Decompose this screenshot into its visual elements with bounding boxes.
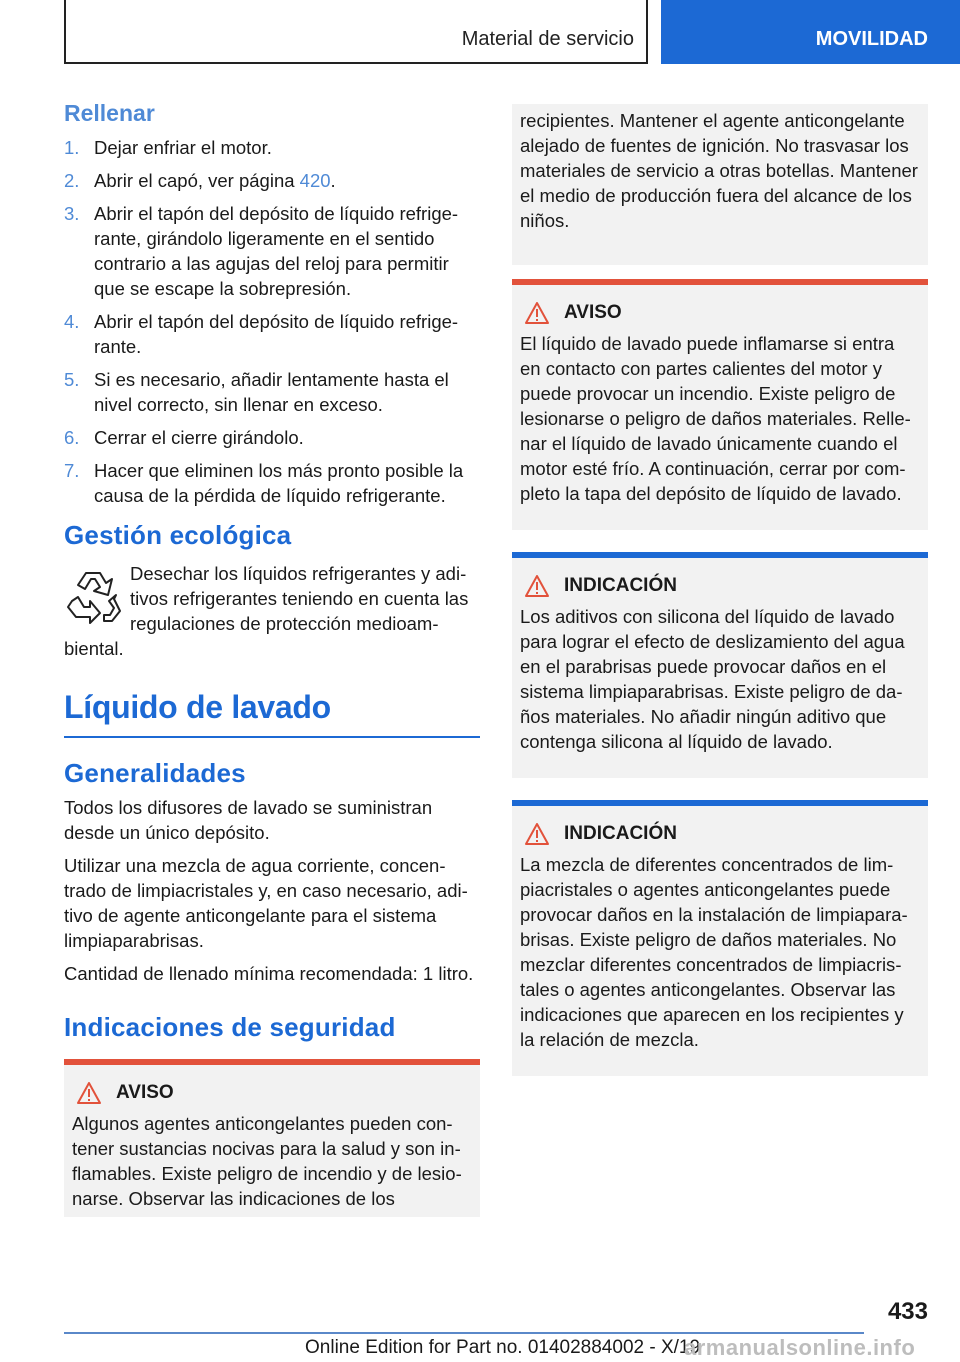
liquido-heading: Líquido de lavado (64, 689, 480, 738)
warning-triangle-icon (524, 301, 550, 325)
generalidades-heading: Generalidades (64, 758, 246, 788)
footer-divider (64, 1332, 864, 1334)
aviso-box-2 (512, 279, 928, 530)
generalidades-p2: Utilizar una mezcla de agua corriente, concentrado de limpiacristales y, en caso necesario, aditivo de agente anticongelante para el sistema limpiaparabrisas. (64, 855, 468, 951)
indicacion-text: La mezcla de diferentes concentrados de limpiacristales o agentes anticongelantes puede provocar daños en la instalación de limpiaparabrisas. Existe peligro de daños materiales. No mezclar diferentes concentrados de limpiacristales o agentes anticongelantes. Observar las indicaciones que aparecen en los recipientes y la relación de mezcla. (520, 854, 908, 1050)
right-column (512, 104, 928, 1098)
aviso-box-1-continued (512, 104, 928, 265)
warning-triangle-icon (524, 822, 550, 846)
page-link[interactable]: 420 (299, 170, 331, 191)
header-chapter-tab (661, 0, 960, 64)
aviso-text: Algunos agentes anticongelantes pueden contener sustancias nocivas para la salud y son inflamables. Existe peligro de incendio y de lesionarse. Observar las indicaciones de los (72, 1113, 462, 1209)
aviso-cont-text: recipientes. Mantener el agente anticongelante alejado de fuentes de ignición. No trasvasar los materiales de servicio a otras botellas. Mantener el medio de producción fuera del alcance de los niños. (520, 110, 918, 231)
aviso-title: AVISO (564, 302, 622, 323)
indicacion-title: INDICACIÓN (564, 823, 677, 844)
generalidades-p3: Cantidad de llenado mínima recomendada: 1 litro. (64, 963, 474, 984)
warning-triangle-icon (76, 1081, 102, 1105)
rellenar-heading: Rellenar (64, 100, 155, 126)
indicacion-title: INDICACIÓN (564, 575, 677, 596)
header-section-tab (64, 0, 648, 64)
step-item: 4. Abrir el tapón del depósito de líquido refrigerante. (64, 311, 459, 357)
step-item: 7. Hacer que eliminen los más pronto posible la causa de la pérdida de líquido refrigerante. (64, 460, 464, 506)
header-section-title: Material de servicio (461, 28, 634, 50)
aviso-box-1 (64, 1059, 480, 1217)
indicacion-text: Los aditivos con silicona del líquido de lavado para lograr el efecto de deslizamiento del agua en el parabrisas puede provocar daños en el sistema limpiaparabrisas. Existe peligro de daños materiales. No añadir ningún aditivo que contenga silicona al líquido de lavado. (520, 606, 905, 752)
indicacion-box-1 (512, 552, 928, 778)
seguridad-heading: Indicaciones de seguridad (64, 1012, 396, 1042)
aviso-text: El líquido de lavado puede inflamarse si entra en contacto con partes calientes del motor y puede provocar un incendio. Existe peligro de lesionarse o peligro de daños materiales. Rellenar el líquido de lavado únicamente cuando el motor esté frío. A continuación, cerrar por completo la tapa del depósito de líquido de lavado. (520, 333, 911, 504)
aviso-title: AVISO (116, 1082, 174, 1103)
gestion-heading: Gestión ecológica (64, 520, 292, 550)
left-column (64, 100, 480, 1217)
gestion-text: Desechar los líquidos refrigerantes y aditivos refrigerantes teniendo en cuenta las regulaciones de protección medioambiental. (64, 563, 469, 659)
indicacion-box-2 (512, 800, 928, 1076)
gestion-block (64, 561, 480, 661)
step-item: 5. Si es necesario, añadir lentamente hasta el nivel correcto, sin llenar en exceso. (64, 369, 449, 415)
step-item: 3. Abrir el tapón del depósito de líquido refrigerante, girándolo ligeramente en el sentido contrario a las agujas del reloj para permitir que se escape la sobrepresión. (64, 203, 459, 299)
rellenar-steps (64, 135, 480, 508)
step-item: 1. Dejar enfriar el motor. (64, 137, 272, 158)
warning-triangle-icon (524, 574, 550, 598)
edition-text: Online Edition for Part no. 01402884002 - X/19 (305, 1337, 701, 1358)
recycling-icon (64, 565, 122, 625)
page-number: 433 (887, 1298, 928, 1325)
step-item: 6. Cerrar el cierre girándolo. (64, 427, 304, 448)
header-chapter-title: MOVILIDAD (815, 28, 928, 50)
step-item: 2. Abrir el capó, ver página 420. (64, 170, 336, 191)
generalidades-p1: Todos los difusores de lavado se suministran desde un único depósito. (64, 797, 433, 843)
watermark: armanualsonline.info (684, 1335, 916, 1360)
